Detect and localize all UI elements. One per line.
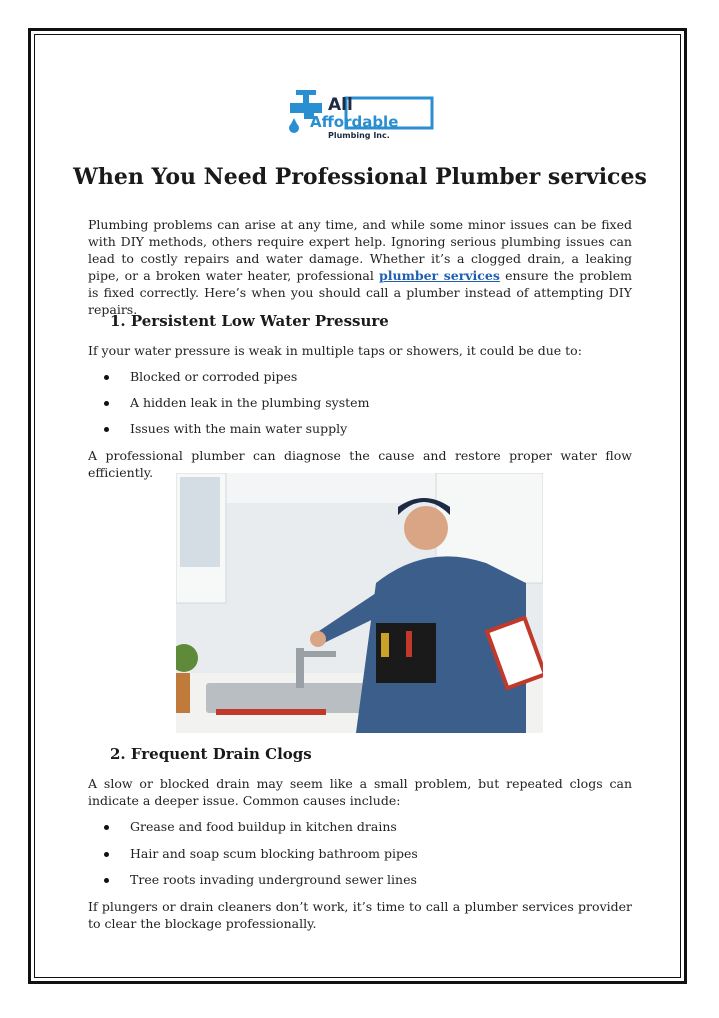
logo-text-affordable: Affordable (310, 113, 399, 131)
section1-heading: 1. Persistent Low Water Pressure (110, 312, 389, 330)
section2-closing: If plungers or drain cleaners don’t work, it’s time to call a plumber services provider to clear the blockage professionally. (88, 899, 632, 931)
bullet-icon (104, 852, 109, 857)
section1-lead: If your water pressure is weak in multiple taps or showers, it could be due to: (88, 343, 582, 358)
section2-heading: 2. Frequent Drain Clogs (110, 745, 312, 763)
company-logo (286, 84, 436, 140)
section1-closing: A professional plumber can diagnose the cause and restore proper water flow efficiently. (88, 448, 632, 480)
page-title: When You Need Professional Plumber services (73, 164, 647, 190)
plumber-photo (176, 473, 543, 733)
bullet-icon (104, 401, 109, 406)
bullet-icon (104, 825, 109, 830)
logo-text-all: All (328, 95, 353, 115)
faucet-handle (296, 90, 316, 95)
intro-paragraph: Plumbing problems can arise at any time, and while some minor issues can be fixed with DIY methods, others require expert help. Ignoring serious plumbing issues can lead to costly repairs and water damage. Whether it’s a clogged drain, a leaking pipe, or a broken water heater, professional plumber services ensure the problem is fixed correctly. Here’s when you should call a plumber instead of attempting DIY repairs. (88, 217, 633, 317)
bullet-icon (104, 375, 109, 380)
bullet-icon (104, 878, 109, 883)
plumber-services-link[interactable]: plumber services (379, 268, 500, 283)
section2-lead: A slow or blocked drain may seem like a small problem, but repeated clogs can indicate a deeper issue. Common causes include: (88, 776, 632, 808)
logo-text-plumbing: Plumbing Inc. (328, 131, 390, 140)
bullet-icon (104, 427, 109, 432)
